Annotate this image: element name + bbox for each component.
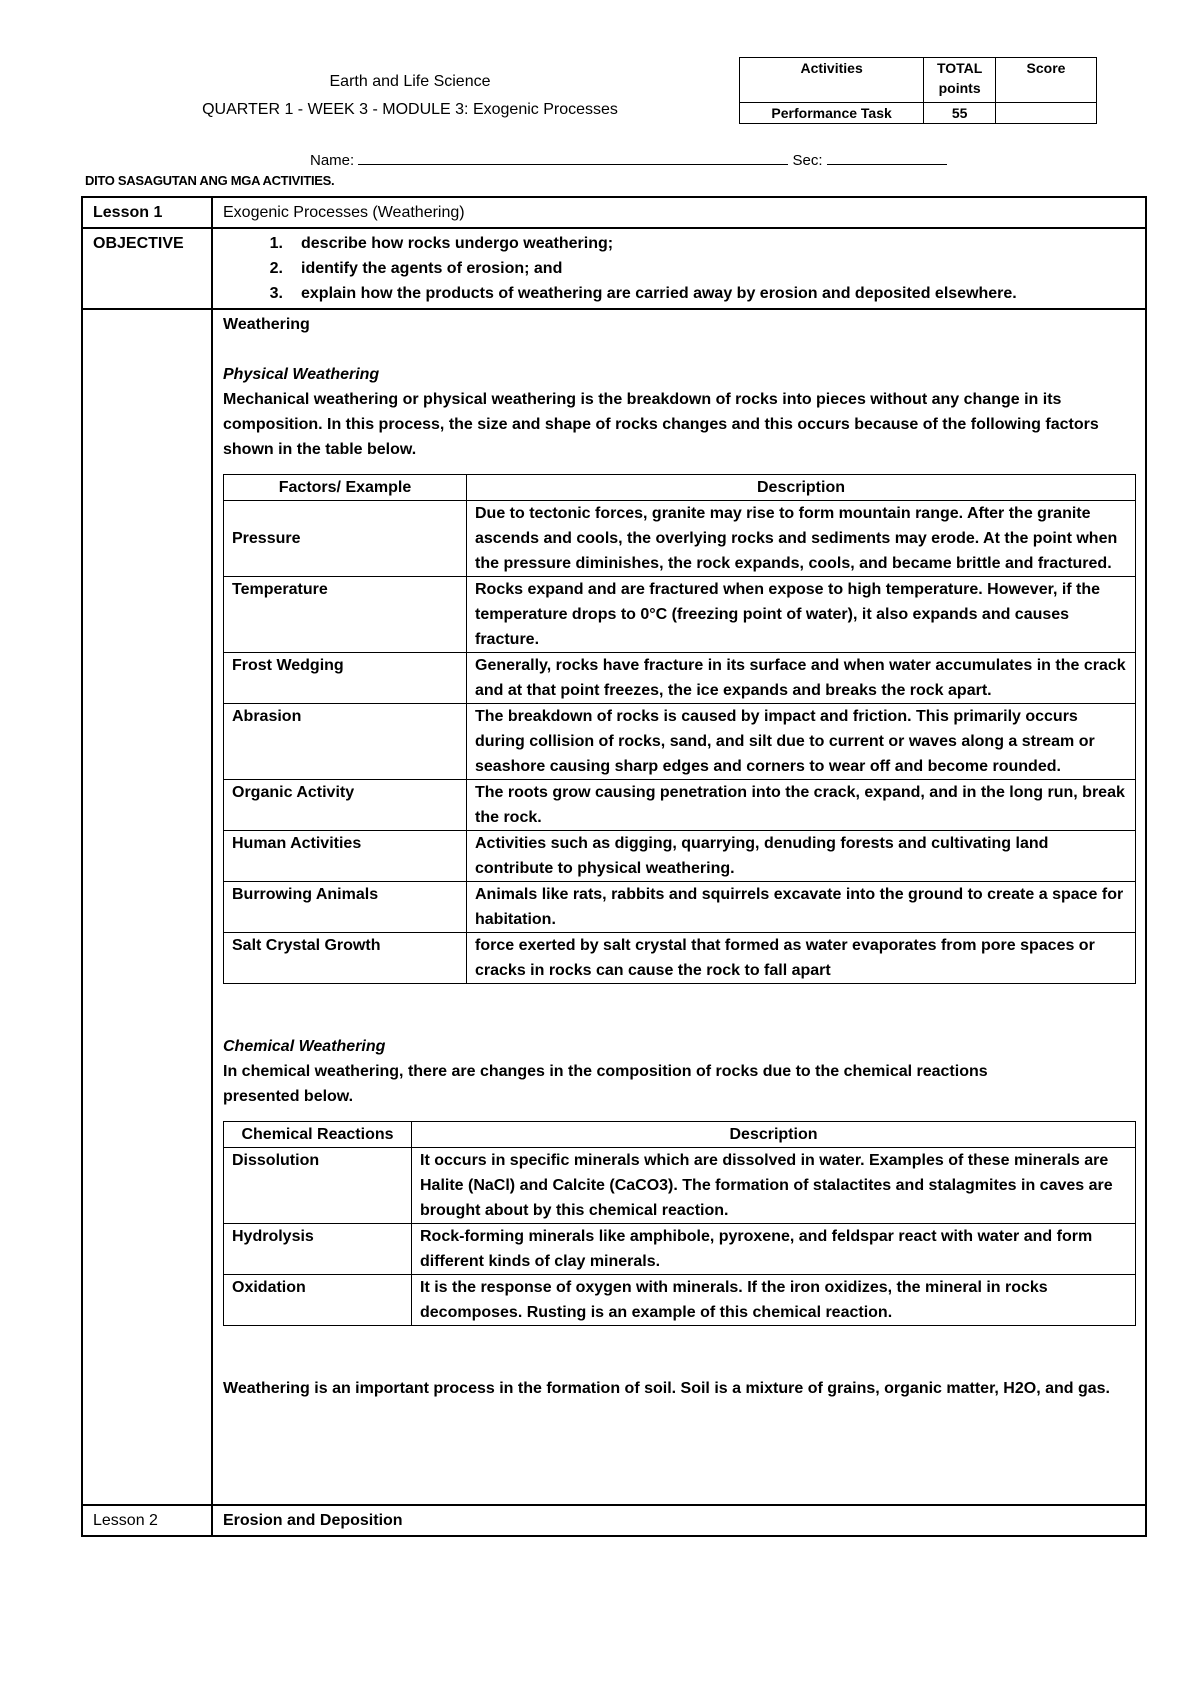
lesson-blank-cell <box>82 309 212 1505</box>
score-header-score: Score <box>996 58 1097 103</box>
lesson2-title: Erosion and Deposition <box>212 1505 1146 1536</box>
name-label: Name: <box>310 152 355 169</box>
physical-weathering-intro: Mechanical weathering or physical weathering is the breakdown of rocks into pieces without any change in its composition. In this process, the size and shape of rocks changes and this occurs because of the following factors shown in the table below. <box>223 391 1099 458</box>
factors-header-factor: Factors/ Example <box>224 475 467 501</box>
lesson-table <box>81 196 1147 1537</box>
score-header-activities: Activities <box>740 58 924 103</box>
lesson-content <box>223 312 1139 1401</box>
score-table <box>739 57 1097 124</box>
chemical-header-description: Description <box>412 1122 1136 1148</box>
table-row <box>224 1148 1136 1224</box>
lesson1-title: Exogenic Processes (Weathering) <box>212 197 1146 228</box>
reaction-name: Hydrolysis <box>224 1224 412 1275</box>
reaction-description: Rock-forming minerals like amphibole, pyroxene, and feldspar react with water and form different kinds of clay minerals. <box>412 1224 1136 1275</box>
factor-name: Burrowing Animals <box>224 882 467 933</box>
name-field[interactable] <box>358 150 788 165</box>
factor-description: force exerted by salt crystal that formed as water evaporates from pore spaces or cracks in rocks can cause the rock to fall apart <box>467 933 1136 984</box>
table-row <box>224 882 1136 933</box>
objective-label: OBJECTIVE <box>82 228 212 309</box>
factor-description: Due to tectonic forces, granite may rise to form mountain range. After the granite ascends and cools, the overlying rocks and sediments may erode. At the point when the pressure diminishes, the rock expands, cools, and became brittle and fractured. <box>467 501 1136 577</box>
score-header-total: TOTAL points <box>924 58 996 103</box>
factor-name: Temperature <box>224 577 467 653</box>
factor-description: Rocks expand and are fractured when expose to high temperature. However, if the temperature drops to 0°C (freezing point of water), it also expands and causes fracture. <box>467 577 1136 653</box>
factor-name: Human Activities <box>224 831 467 882</box>
subject-title: Earth and Life Science <box>329 73 491 90</box>
table-row <box>224 501 1136 577</box>
table-row <box>224 780 1136 831</box>
factors-header-description: Description <box>467 475 1136 501</box>
factors-table <box>223 474 1136 984</box>
score-value-cell[interactable] <box>996 103 1097 124</box>
objectives-cell <box>212 228 1146 309</box>
factor-name: Pressure <box>224 501 467 577</box>
title-block <box>150 68 670 124</box>
table-row <box>224 577 1136 653</box>
lesson1-label: Lesson 1 <box>82 197 212 228</box>
instruction-text: DITO SASAGUTAN ANG MGA ACTIVITIES. <box>85 173 335 188</box>
objective-item: 2. identify the agents of erosion; and <box>269 260 563 277</box>
student-info-line <box>310 150 947 169</box>
lesson-content-cell <box>212 309 1146 1505</box>
objective-item: 3. explain how the products of weathering are carried away by erosion and deposited elsewhere. <box>269 285 1017 302</box>
table-row <box>224 653 1136 704</box>
sec-field[interactable] <box>827 150 947 165</box>
module-title: QUARTER 1 - WEEK 3 - MODULE 3: Exogenic Processes <box>202 101 618 118</box>
objective-list <box>223 231 1139 306</box>
factor-name: Organic Activity <box>224 780 467 831</box>
lesson2-label: Lesson 2 <box>82 1505 212 1536</box>
factor-name: Abrasion <box>224 704 467 780</box>
factor-description: Animals like rats, rabbits and squirrels excavate into the ground to create a space for habitation. <box>467 882 1136 933</box>
reaction-name: Dissolution <box>224 1148 412 1224</box>
reaction-description: It is the response of oxygen with minerals. If the iron oxidizes, the mineral in rocks decomposes. Rusting is an example of this chemical reaction. <box>412 1275 1136 1326</box>
chemical-weathering-intro: In chemical weathering, there are changes in the composition of rocks due to the chemical reactions presented below. <box>223 1063 988 1105</box>
objective-item: 1. describe how rocks undergo weathering; <box>269 235 614 252</box>
table-row <box>224 704 1136 780</box>
factor-name: Frost Wedging <box>224 653 467 704</box>
score-activity-cell: Performance Task <box>740 103 924 124</box>
factor-description: The breakdown of rocks is caused by impact and friction. This primarily occurs during collision of rocks, sand, and silt due to current or waves along a stream or seashore causing sharp edges and corners to wear off and become rounded. <box>467 704 1136 780</box>
reaction-name: Oxidation <box>224 1275 412 1326</box>
table-row <box>224 1224 1136 1275</box>
table-row <box>224 831 1136 882</box>
chemical-weathering-title: Chemical Weathering <box>223 1038 386 1055</box>
closing-paragraph: Weathering is an important process in the formation of soil. Soil is a mixture of grains, organic matter, H2O, and gas. <box>223 1380 1110 1397</box>
chemical-table <box>223 1121 1136 1326</box>
factor-name: Salt Crystal Growth <box>224 933 467 984</box>
score-total-cell: 55 <box>924 103 996 124</box>
section-title: Weathering <box>223 316 310 333</box>
physical-weathering-title: Physical Weathering <box>223 366 380 383</box>
table-row <box>224 933 1136 984</box>
factor-description: Activities such as digging, quarrying, denuding forests and cultivating land contribute to physical weathering. <box>467 831 1136 882</box>
chemical-header-reaction: Chemical Reactions <box>224 1122 412 1148</box>
factor-description: The roots grow causing penetration into the crack, expand, and in the long run, break the rock. <box>467 780 1136 831</box>
table-row <box>224 1275 1136 1326</box>
reaction-description: It occurs in specific minerals which are dissolved in water. Examples of these minerals are Halite (NaCl) and Calcite (CaCO3). The formation of stalactites and stalagmites in caves are brought about by this chemical reaction. <box>412 1148 1136 1224</box>
sec-label: Sec: <box>792 152 823 169</box>
factor-description: Generally, rocks have fracture in its surface and when water accumulates in the crack and at that point freezes, the ice expands and breaks the rock apart. <box>467 653 1136 704</box>
